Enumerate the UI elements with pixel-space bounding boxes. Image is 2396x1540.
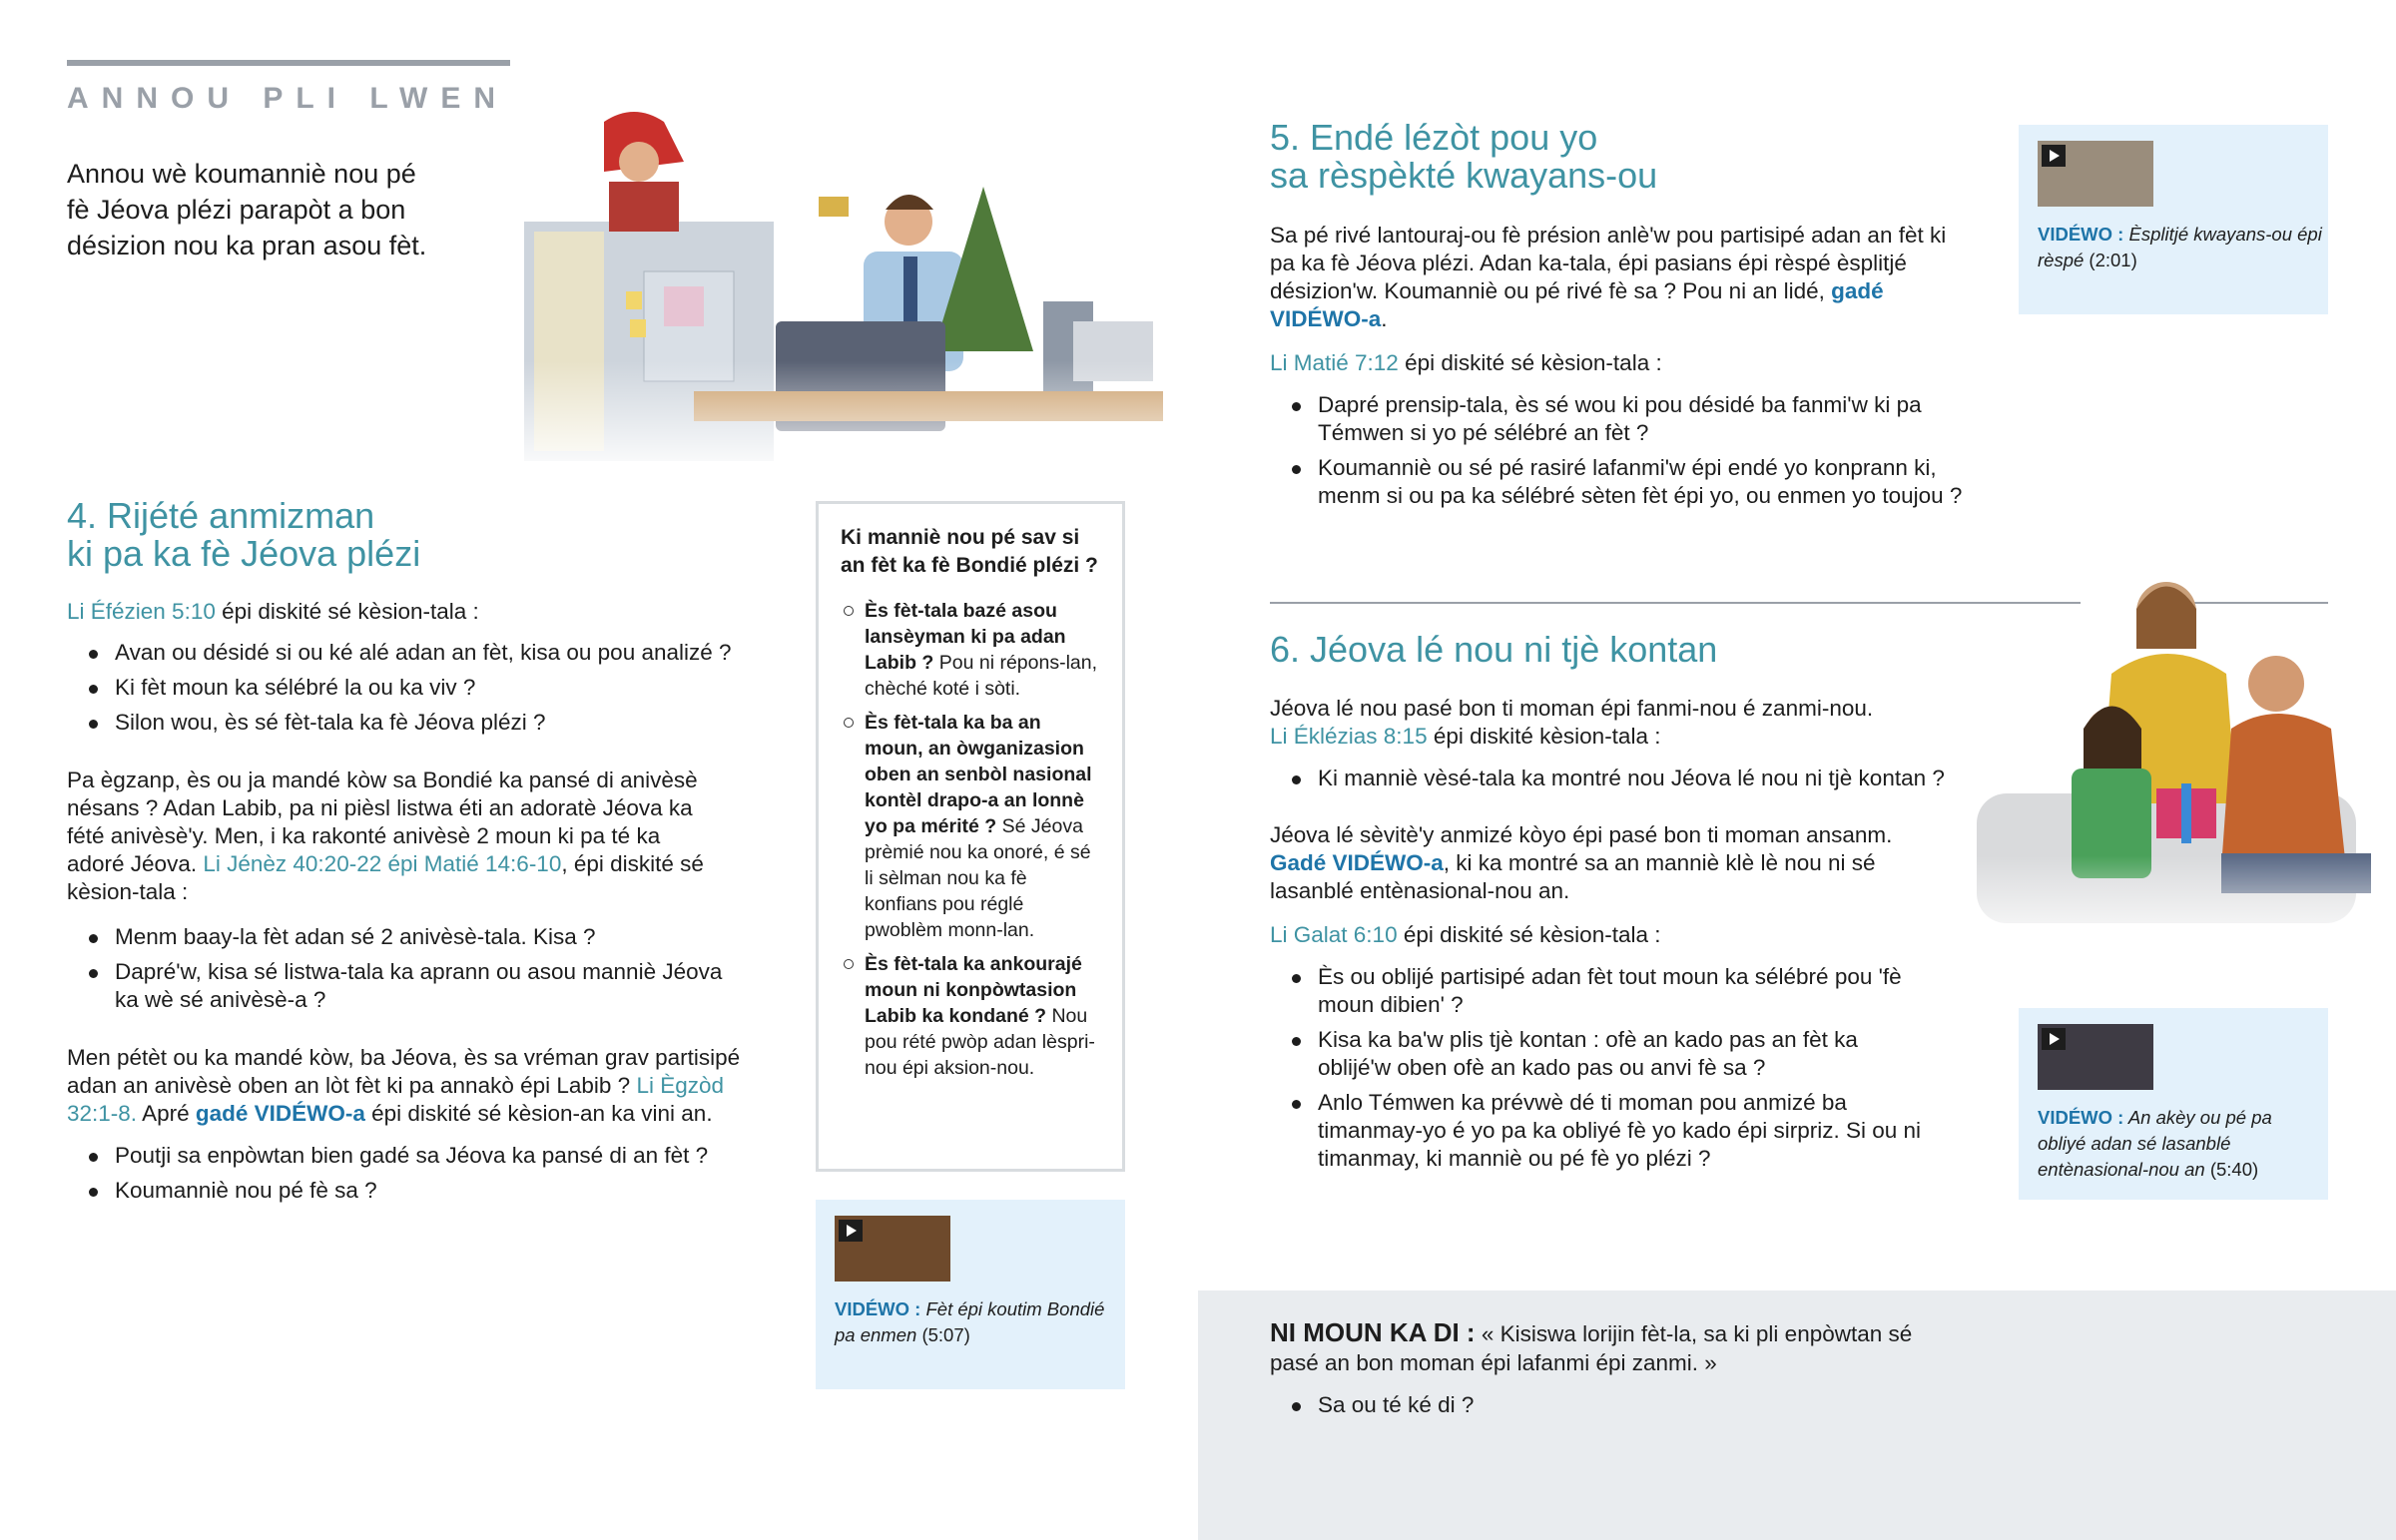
section-6-ref2: Li Galat 6:10 épi diskité sé kèsion-tala :	[1270, 922, 1661, 947]
section-6-questions-2	[1270, 963, 1929, 1180]
scripture-link-efezien[interactable]: Li Éfézien 5:10	[67, 599, 216, 624]
section-4-questions-3	[67, 1142, 786, 1212]
intro-text: Annou wè koumanniè nou pé fè Jéova plézi parapòt a bon désizion nou ka pran asou fèt.	[67, 159, 427, 260]
quote-label: NI MOUN KA DI :	[1270, 1317, 1476, 1347]
section-4-questions-1	[67, 639, 786, 744]
list-item: Menm baay-la fèt adan sé 2 anivèsè-tala. Kisa ?	[67, 923, 726, 951]
video-caption: VIDÉWO : Èsplitjé kwayans-ou épi rèspé (2:01)	[2038, 224, 2322, 270]
scripture-link-galat[interactable]: Li Galat 6:10	[1270, 922, 1398, 947]
play-icon	[2042, 1028, 2066, 1050]
video-box-1[interactable]	[816, 1200, 1125, 1389]
list-item: Kisa ka ba'w plis tjè kontan : ofè an kado pas an fèt ka oblijé'w oben ofè an kado pas ou anvi fè sa ?	[1270, 1026, 1929, 1082]
family-illustration	[1972, 564, 2396, 953]
quote-panel	[1198, 1290, 2396, 1540]
list-item: Ès fèt-tala ka ba an moun, an òwganizasion oben an senbòl nasional kontèl drapo-a an lonnè yo pa mérité ? Sé Jéova prèmié nou ka onoré, é sé li sèlman nou ka fè konfians pou réglé pwoblèm monn-lan.	[841, 710, 1102, 943]
list-item: Ki fèt moun ka sélébré la ou ka viv ?	[67, 674, 786, 702]
play-icon	[839, 1220, 863, 1242]
list-item: Koumanniè ou sé pé rasiré lafanmi'w épi endé yo konprann ki, menm si ou pa ka sélébré sèten fèt épi yo, ou enmen yo toujou ?	[1270, 454, 1969, 510]
section-divider	[1270, 602, 2081, 604]
list-item: Ès ou oblijé partisipé adan fèt tout moun ka sélébré pou 'fè moun dibien' ?	[1270, 963, 1929, 1019]
section-5-ref: Li Matié 7:12 épi diskité sé kèsion-tala :	[1270, 350, 1662, 375]
list-item: Anlo Témwen ka prévwè dé ti moman pou anmizé ba timanmay-yo é yo pa ka obliyé fè yo kado épi sirpriz. Si ou ni timanmay, ki manniè ou pé fè yo plézi ?	[1270, 1089, 1929, 1173]
quote-text: NI MOUN KA DI : « Kisiswa lorijin fèt-la, sa ki pli enpòwtan sé pasé an bon moman épi lafanmi épi zanmi. »	[1270, 1317, 1913, 1375]
scripture-link-egzod[interactable]: Li Ègzòd 32:1-8.	[67, 1073, 725, 1126]
list-item: Ki manniè vèsé-tala ka montré nou Jéova lé nou ni tjè kontan ?	[1270, 765, 2009, 792]
list-item: Dapré prensip-tala, ès sé wou ki pou désidé ba fanmi'w ki pa Témwen si yo pé sélébré an fèt ?	[1270, 391, 1969, 447]
scripture-link-matie[interactable]: Li Matié 7:12	[1270, 350, 1399, 375]
video-thumbnail[interactable]	[2038, 1024, 2153, 1090]
scripture-link-eklezias[interactable]: Li Éklézias 8:15	[1270, 724, 1428, 749]
section-4-questions-2	[67, 923, 726, 1021]
list-item: Silon wou, ès sé fèt-tala ka fè Jéova plézi ?	[67, 709, 786, 737]
sidebar-box	[816, 501, 1125, 1172]
list-item: Dapré'w, kisa sé listwa-tala ka aprann ou asou manniè Jéova ka wè sé anivèsè-a ?	[67, 958, 726, 1014]
quote-questions	[1270, 1391, 1869, 1426]
section-6-paragraph-1: Jéova lé nou pasé bon ti moman épi fanmi-nou é zanmi-nou. Li Éklézias 8:15 épi diskité kèsion-tala :	[1270, 696, 1874, 749]
list-item: Avan ou désidé si ou ké alé adan an fèt, kisa ou pou analizé ?	[67, 639, 786, 667]
section-4-paragraph-2: Pa ègzanp, ès ou ja mandé kòw sa Bondié ka pansé di anivèsè nésans ? Adan Labib, pa ni pièsl listwa éti an adoratè Jéova ka fété anivèsè'y. Men, i ka rakonté anivèsè 2 moun ki pa té ka adoré Jéova. Li Jénèz 40:20-22 épi Matié 14:6-10, épi diskité sé kèsion-tala :	[67, 768, 704, 904]
section-6-paragraph-2: Jéova lé sèvitè'y anmizé kòyo épi pasé bon ti moman ansanm. Gadé VIDÉWO-a, ki ka montré sa an manniè klè lè nou ni sé lasanblé entènasional-nou an.	[1270, 822, 1893, 903]
video-link[interactable]: gadé VIDÉWO-a	[1270, 278, 1884, 331]
video-link[interactable]: gadé VIDÉWO-a	[195, 1101, 365, 1126]
list-item: Poutji sa enpòwtan bien gadé sa Jéova ka pansé di an fèt ?	[67, 1142, 786, 1170]
list-item: Ès fèt-tala ka ankourajé moun ni konpòwtasion Labib ka kondané ? Nou pou rété pwòp adan lèspri-nou épi aksion-nou.	[841, 951, 1102, 1081]
list-item: Ès fèt-tala bazé asou lansèyman ki pa adan Labib ? Pou ni répons-lan, chèché koté i sòti.	[841, 598, 1102, 702]
video-link[interactable]: Gadé VIDÉWO-a	[1270, 850, 1444, 875]
video-thumbnail[interactable]	[2038, 141, 2153, 207]
header-label: ANNOU PLI LWEN	[67, 82, 508, 115]
office-illustration	[514, 92, 1183, 476]
video-thumbnail[interactable]	[835, 1216, 950, 1282]
section-5-paragraph: Sa pé rivé lantouraj-ou fè présion anlè'w pou partisipé adan an fèt ki pa ka fè Jéova plézi. Adan ka-tala, épi pasians épi rèspé èsplitjé désizion'w. Koumanniè ou pé rivé fè sa ? Pou ni an lidé, gadé VIDÉWO-a.	[1270, 223, 1947, 331]
section-5-title: 5. Endé lézòt pou yo sa rèspèkté kwayans-ou	[1270, 117, 1658, 196]
section-4-ref1: Li Éfézien 5:10 épi diskité sé kèsion-tala :	[67, 599, 479, 624]
sidebar-title: Ki manniè nou pé sav si an fèt ka fè Bondié plézi ?	[841, 526, 1098, 577]
sidebar-list	[841, 598, 1102, 1081]
video-box-3[interactable]	[2019, 1008, 2328, 1200]
video-box-2[interactable]	[2019, 125, 2328, 314]
section-5-questions	[1270, 391, 1969, 517]
video-caption: VIDÉWO : An akèy ou pé pa obliyé adan sé lasanblé entènasional-nou an (5:40)	[2038, 1107, 2272, 1180]
play-icon	[2042, 145, 2066, 167]
list-item: Koumanniè nou pé fè sa ?	[67, 1177, 786, 1205]
section-6-questions-1	[1270, 765, 2009, 799]
list-item: Sa ou té ké di ?	[1270, 1391, 1869, 1419]
section-4-paragraph-3: Men pétèt ou ka mandé kòw, ba Jéova, ès sa vréman grav partisipé adan an anivèsè oben an lòt fèt ki pa annakò épi Labib ? Li Ègzòd 32:1-8. Apré gadé VIDÉWO-a épi diskité sé kèsion-an ka vini an.	[67, 1045, 741, 1126]
section-6-title: 6. Jéova lé nou ni tjè kontan	[1270, 629, 1718, 670]
scripture-link-jenez[interactable]: Li Jénèz 40:20-22 épi Matié 14:6-10	[203, 851, 562, 876]
header-rule	[67, 60, 510, 66]
section-4-title: 4. Rijété anmizman ki pa ka fè Jéova plézi	[67, 495, 421, 574]
video-caption: VIDÉWO : Fèt épi koutim Bondié pa enmen (5:07)	[835, 1298, 1105, 1345]
